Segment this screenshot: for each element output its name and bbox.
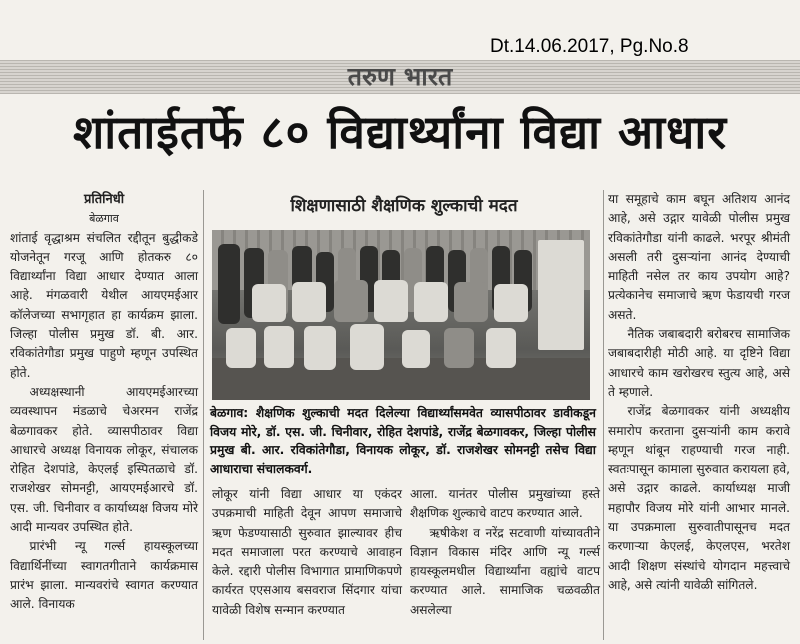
- subheadline: शिक्षणासाठी शैक्षणिक शुल्काची मदत: [290, 196, 518, 216]
- photo-podium: [538, 240, 584, 350]
- paragraph: ऋषीकेश व नरेंद्र सटवाणी यांच्यावतीने विज्ञान विकास मंदिर आणि न्यू गर्ल्स हायस्कूलमधील विद्यार्थ्यांना वह्यांचे वाटप करण्यात आले. सामाजिक चळवळीत असलेल्या: [410, 525, 600, 617]
- column-2b: [410, 485, 600, 620]
- paragraph: या समूहाचे काम बघून अतिशय आनंद आहे, असे उद्गार यावेळी पोलीस प्रमुख रविकांतेगौडा यांनी काढले. भरपूर श्रीमंती असली तरी दुसऱ्यांना आनंद देण्याची माहिती नसेल तर काय उपयोग आहे? प्रत्येकानेच समाजाचे ऋण फेडायची गरज असते.: [608, 192, 790, 322]
- photo-figure: [402, 330, 430, 368]
- photo-figure: [350, 324, 384, 370]
- masthead-title: तरुण भारत: [347, 62, 453, 91]
- paragraph: नैतिक जबाबदारी बरोबरच सामाजिक जबाबदारीही मोठी आहे. या दृष्टिने विद्या आधारचे काम खरोखरच स्तुत्य आहे, असे ते म्हणाले.: [608, 327, 790, 399]
- event-photo: [212, 230, 590, 400]
- photo-figure: [226, 328, 256, 368]
- photo-figure: [218, 244, 240, 324]
- photo-figure: [486, 328, 516, 368]
- paragraph: शांताई वृद्धाश्रम संचलित रद्दीतून बुद्धीकडे योजनेतून गरजू आणि होतकरु ८० विद्यार्थ्यांना विद्या आधार देण्यात आला आहे. मंगळवारी येथील आयएमईआर कॉलेजच्या सभागृहात हा कार्यक्रम झाला. जिल्हा पोलीस प्रमुख डॉ. बी. आर. रविकांतेगौडा प्रमुख पाहुणे म्हणून उपस्थित होते.: [10, 230, 198, 380]
- paragraph: लोकूर यांनी विद्या आधार या एकंदर उपक्रमाची माहिती देवून आपण समाजाचे ऋण फेडण्यासाठी सुरुवात झाल्यावर हीच मदत समाजाला परत करण्याचे आवाहन केले. रद्दारी पोलीस विभागात प्रामाणिकपणे कार्यरत एएसआय बसवराज सिंदगार यांचा यावेळी विशेष सन्मान करण्यात: [212, 487, 402, 617]
- dateline: Dt.14.06.2017, Pg.No.8: [490, 36, 689, 57]
- column-3: [608, 190, 790, 595]
- headline: शांताईतर्फे ८० विद्यार्थ्यांना विद्या आधार: [72, 105, 728, 159]
- paragraph: राजेंद्र बेळगावकर यांनी अध्यक्षीय समारोप करताना दुसऱ्यांनी काम करावे म्हणून थांबून राहण्याची गरज नाही. स्वतःपासून कामाला सुरुवात करायला हवे, असे उद्गार काढले. कार्याध्यक्ष माजी महापौर विजय मोरे यांनी आभार मानले. या उपक्रमाला सुरुवातीपासूनच मदत करणाऱ्या केएलई, केएलएस, भरतेश आदी शिक्षण संस्थांचे योगदान महत्त्वाचे आहे, असे त्यांनी यावेळी सांगितले.: [608, 404, 790, 592]
- photo-figure: [494, 284, 528, 322]
- byline: प्रतिनिधी: [83, 192, 125, 207]
- photo-figure: [264, 326, 294, 368]
- photo-figure: [414, 282, 448, 322]
- photo-figure: [292, 282, 326, 322]
- paragraph: आला. यानंतर पोलीस प्रमुखांच्या हस्ते शैक्षणिक शुल्काचे वाटप करण्यात आले.: [410, 487, 600, 521]
- dateline-place: बेळगाव: [89, 212, 119, 226]
- column-rule: [603, 190, 604, 640]
- photo-figure: [252, 284, 286, 322]
- photo-figure: [454, 282, 488, 322]
- photo-figure: [374, 280, 408, 322]
- photo-figure: [304, 326, 336, 370]
- photo-caption: बेळगाव: शैक्षणिक शुल्काची मदत दिलेल्या विद्यार्थ्यांसमवेत व्यासपीठावर डावीकडून विजय मोरे, डॉ. एस. जी. चिनीवार, रोहित देशपांडे, राजेंद्र बेळगावकर, जिल्हा पोलीस प्रमुख बी. आर. रविकांतेगौडा, विनायक लोकूर, डॉ. राजशेखर सोमनट्टी तसेच विद्या आधाराचा संचालकवर्ग.: [210, 406, 596, 476]
- column-2a: [212, 485, 402, 620]
- column-rule: [203, 190, 204, 640]
- photo-figure: [334, 280, 368, 322]
- photo-figure: [444, 328, 474, 368]
- paragraph: प्रारंभी न्यू गर्ल्स हायस्कूलच्या विद्यार्थिनींच्या स्वागतगीताने कार्यक्रमास प्रारंभ झाला. मान्यवरांचे स्वागत करण्यात आले. विनायक: [10, 539, 198, 612]
- column-1: [10, 190, 198, 615]
- paragraph: अध्यक्षस्थानी आयएमईआरच्या व्यवस्थापन मंडळाचे चेअरमन राजेंद्र बेळगावकर होते. व्यासपीठावर विद्या आधारचे अध्यक्ष विनायक लोकूर, संचालक रोहित देशपांडे, केएलई इस्पितळाचे डॉ. राजशेखर सोमनट्टी, आयएमईआरचे डॉ. एस. जी. चिनीवार व कार्याध्यक्ष विजय मोरे आदी मान्यवर उपस्थित होते.: [10, 384, 198, 535]
